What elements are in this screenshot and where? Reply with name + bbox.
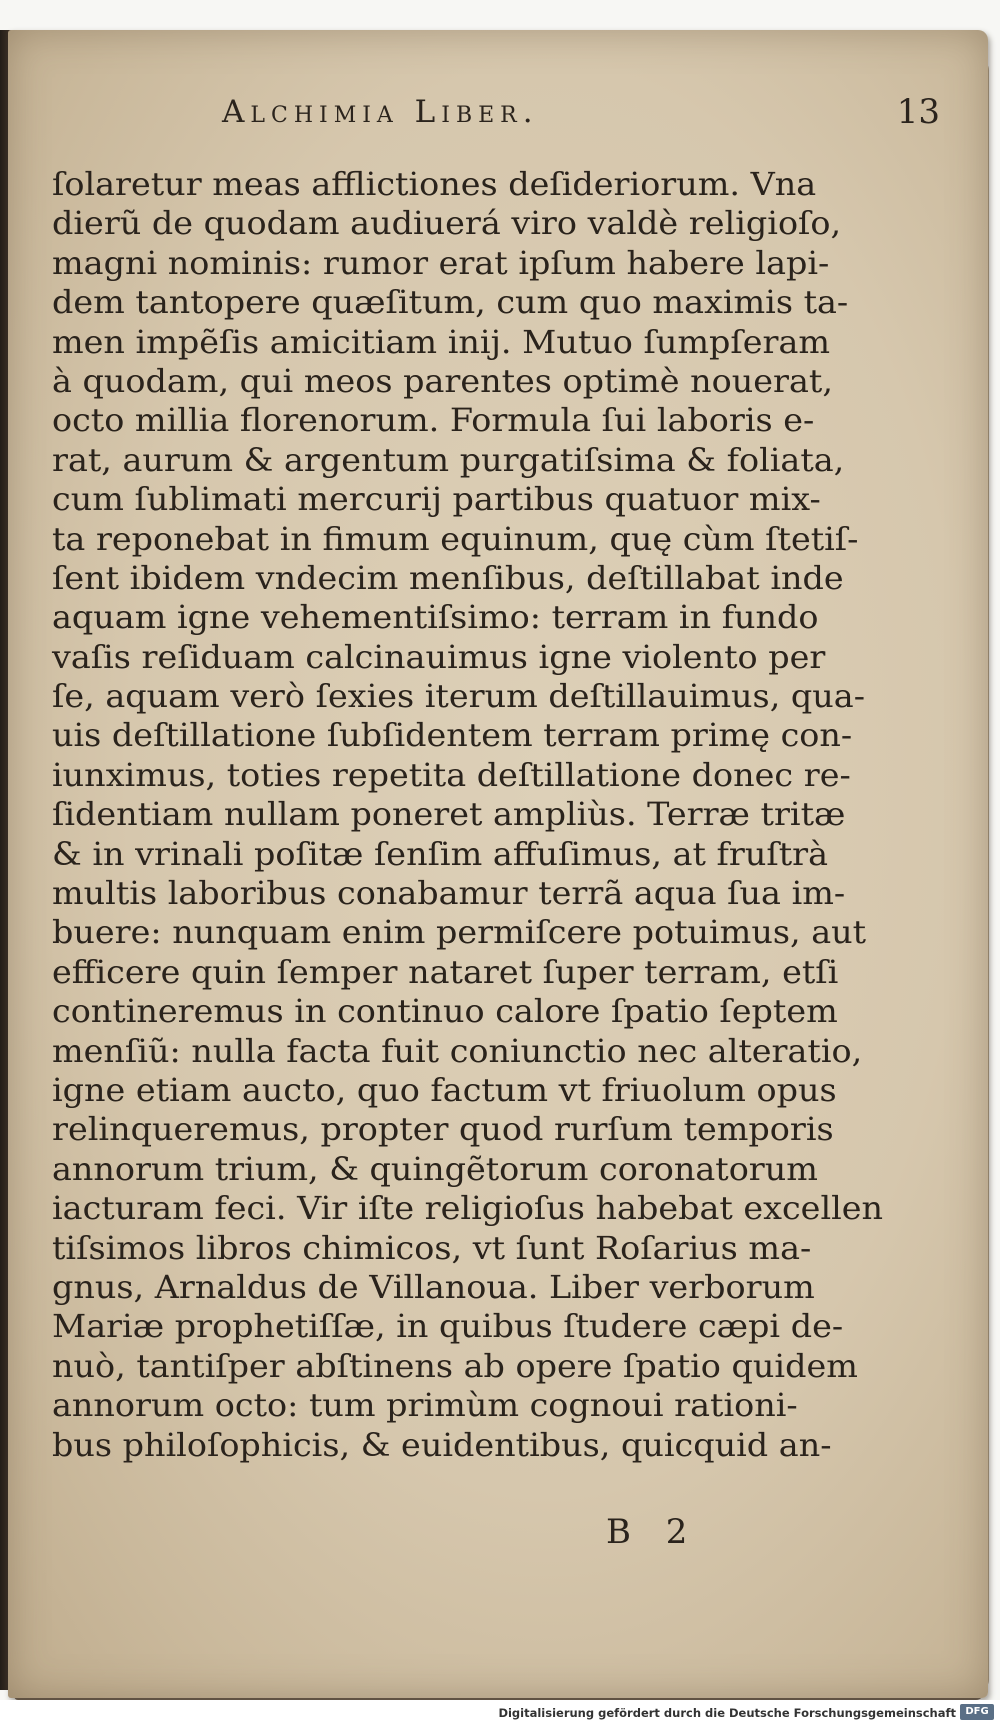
text-line: ta reponebat in fimum equinum, quę cùm ſtetiſ-: [52, 521, 859, 558]
text-line: ſidentiam nullam poneret ampliùs. Terræ tritæ: [52, 797, 846, 834]
text-line: dem tantopere quæſitum, cum quo maximis ta-: [52, 285, 849, 322]
signature-mark: B 2: [606, 1512, 700, 1552]
body-text: [52, 166, 884, 1466]
dfg-logo-icon: DFG: [960, 1704, 994, 1720]
text-line: à quodam, qui meos parentes optimè nouerat,: [52, 363, 833, 400]
text-line: ſent ibidem vndecim menſibus, deſtillabat inde: [52, 560, 844, 597]
text-line: iunximus, toties repetita deſtillatione donec re-: [52, 757, 851, 794]
text-line: men impẽſis amicitiam inij. Mutuo ſumpſeram: [52, 324, 831, 361]
text-line: Mariæ prophetiſſæ, in quibus ſtudere cæpi de-: [52, 1309, 844, 1346]
text-line: vaſis reſiduam calcinauimus igne violento per: [52, 639, 826, 676]
text-line: ſolaretur meas afflictiones deſideriorum. Vna: [52, 167, 817, 203]
footer-bar: [0, 1700, 1000, 1727]
text-line: annorum trium, & quingẽtorum coronatorum: [52, 1151, 818, 1188]
text-line: relinqueremus, propter quod rurſum temporis: [52, 1112, 834, 1149]
text-line: aquam igne vehementiſsimo: terram in fundo: [52, 600, 819, 637]
text-line: contineremus in continuo calore ſpatio ſeptem: [52, 994, 838, 1031]
text-line: magni nominis: rumor erat ipſum habere lapi-: [52, 245, 830, 282]
text-line: ſe, aquam verò ſexies iterum deſtillauimus, qua-: [52, 679, 865, 716]
text-line: gnus, Arnaldus de Villanoua. Liber verborum: [52, 1269, 815, 1306]
text-line: efficere quin ſemper nataret ſuper terram, etſi: [52, 954, 839, 991]
text-line: cum ſublimati mercurij partibus quatuor mix-: [52, 482, 821, 519]
text-line: igne etiam aucto, quo factum vt friuolum opus: [52, 1072, 837, 1109]
text-line: nuò, tantiſper abſtinens ab opere ſpatio quidem: [52, 1348, 858, 1385]
text-line: annorum octo: tum primùm cognoui rationi-: [52, 1388, 798, 1425]
digitization-credit: Digitalisierung gefördert durch die Deutsche Forschungsgemeinschaft: [498, 1706, 956, 1720]
text-line: octo millia florenorum. Formula ſui laboris e-: [52, 403, 815, 440]
page-number: 13: [896, 92, 940, 132]
text-line: multis laboribus conabamur terrã aqua ſua im-: [52, 876, 846, 913]
text-line: menſiũ: nulla facta fuit coniunctio nec alteratio,: [52, 1033, 863, 1070]
text-line: tiſsimos libros chimicos, vt ſunt Roſarius ma-: [52, 1230, 812, 1267]
running-title: Alchimia Liber.: [222, 94, 539, 130]
text-line: & in vrinali poſitæ ſenſim affuſimus, at fruſtrà: [52, 836, 829, 873]
text-line: uis deſtillatione ſubſidentem terram primę con-: [52, 718, 853, 755]
page-header: [210, 88, 940, 138]
text-line: iacturam feci. Vir iſte religioſus habebat excellen: [52, 1191, 884, 1228]
text-line: buere: nunquam enim permiſcere potuimus, aut: [52, 915, 867, 952]
text-line: dierũ de quodam audiuerá viro valdè religioſo,: [52, 206, 842, 243]
text-line: bus philoſophicis, & euidentibus, quicquid an-: [52, 1427, 832, 1464]
text-line: rat, aurum & argentum purgatiſsima & foliata,: [52, 442, 845, 479]
